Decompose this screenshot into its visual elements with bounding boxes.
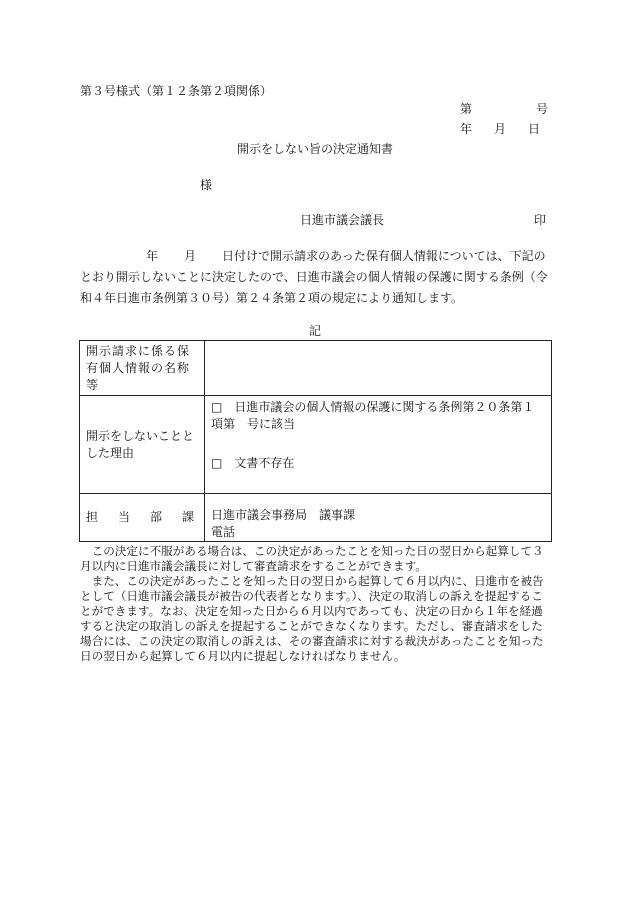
ki-heading: 記 <box>308 324 321 338</box>
date-line <box>460 120 540 137</box>
info-name-value <box>205 341 552 396</box>
addressee: 様 <box>200 178 213 192</box>
body-text: 日付けで開示請求のあった保有個人情報については、下記のとおり開示しないことに決定したので、日進市議会の個人情報の保護に関する条例（令和４年日進市条例第３０号）第２４条第２項の規定により通知します。 <box>80 249 548 305</box>
seal-mark: 印 <box>534 213 547 227</box>
date-month: 月 <box>494 122 507 136</box>
info-name-label: 開示請求に係る保有個人情報の名称等 <box>80 341 205 396</box>
form-number: 第３号様式（第１２条第２項関係） <box>80 84 273 98</box>
reason-value <box>205 396 552 494</box>
details-table <box>79 340 552 542</box>
department-label: 担 当 部 課 <box>80 494 205 542</box>
department-name: 日進市議会事務局 議事課 <box>211 508 356 522</box>
body-month: 月 <box>184 249 197 263</box>
body-year: 年 <box>146 249 159 263</box>
reason-label: 開示をしないこととした理由 <box>80 396 205 494</box>
department-value <box>205 494 552 542</box>
phone-label: 電話 <box>211 525 236 539</box>
number-suffix: 号 <box>536 102 549 116</box>
date-year: 年 <box>460 122 473 136</box>
document-title: 開示をしない旨の決定通知書 <box>236 142 393 156</box>
table-row <box>80 341 552 396</box>
table-row <box>80 494 552 542</box>
reason-option-provision: □ 日進市議会の個人情報の保護に関する条例第２０条第１項第 号に該当 <box>211 400 535 431</box>
document-number-line <box>460 100 548 117</box>
table-row <box>80 396 552 494</box>
date-day: 日 <box>528 122 541 136</box>
sender-name: 日進市議会議長 <box>300 213 385 227</box>
notice-paragraph <box>80 246 552 309</box>
appeal-notes <box>80 544 552 664</box>
reason-option-no-document: □ 文書不存在 <box>211 456 295 470</box>
note-lawsuit: また、この決定があったことを知った日の翌日から起算して６月以内に、日進市を被告として（日進市議会議長が被告の代表者となります。）、決定の取消しの訴えを提起することができます。なお、決定を知った日から６月以内であっても、決定の日から１年を経過すると決定の取消しの訴えを提起することができなくなります。ただし、審査請求をした場合には、この決定の取消しの訴えは、その審査請求に対する裁決があったことを知った日の翌日から起算して６月以内に提起しなければなりません。 <box>80 574 544 663</box>
note-review-request: この決定に不服がある場合は、この決定があったことを知った日の翌日から起算して３月以内に日進市議会議長に対して審査請求をすることができます。 <box>80 544 544 573</box>
number-prefix: 第 <box>460 102 473 116</box>
